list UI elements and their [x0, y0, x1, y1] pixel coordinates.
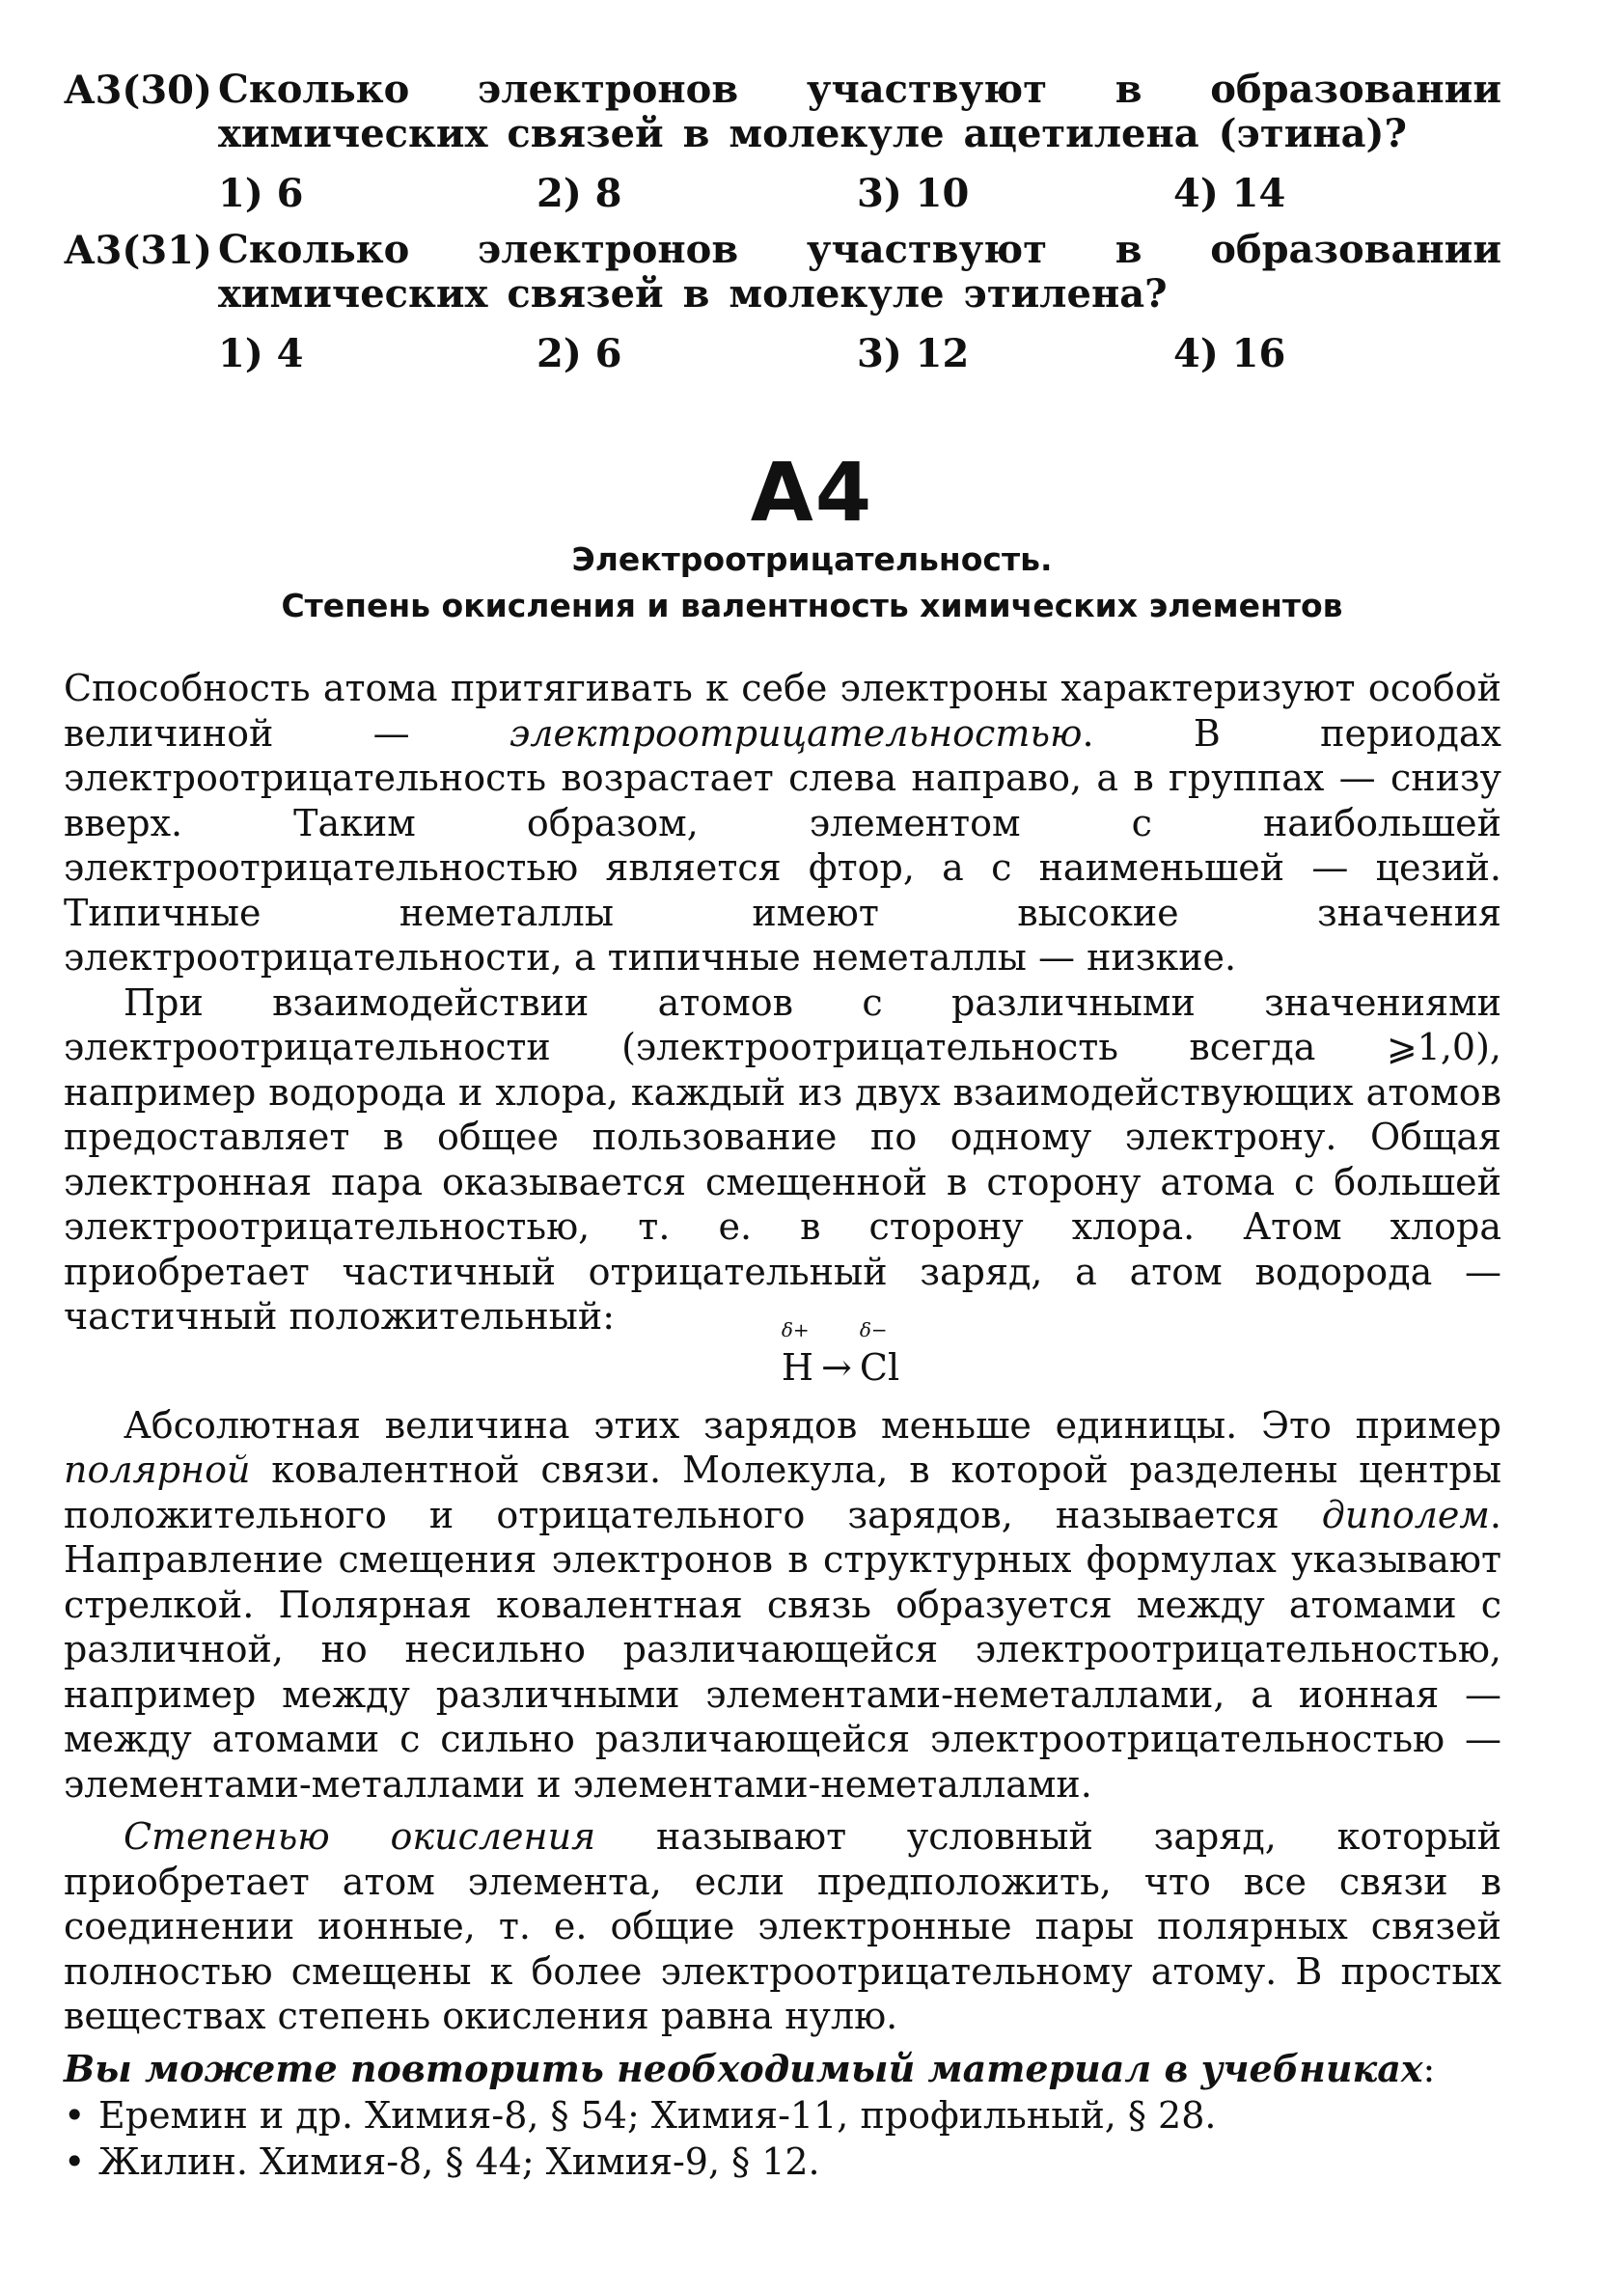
arrow-icon: →	[821, 1345, 852, 1389]
answer-option-4[interactable]: 4) 16	[1173, 331, 1286, 376]
term-oxidation-state: Степенью окисления	[124, 1815, 596, 1858]
paragraph-dipole	[64, 1403, 1501, 1808]
answer-option-4[interactable]: 4) 14	[1173, 171, 1286, 216]
answer-option-1[interactable]: 1) 4	[218, 331, 304, 376]
atom-cl	[859, 1317, 900, 1395]
references-lead-colon: :	[1422, 2048, 1436, 2090]
textbook-references	[64, 2046, 1501, 2185]
bullet-icon: •	[64, 2140, 86, 2183]
question-number: А3(31)	[64, 228, 212, 273]
question-a3-30	[64, 68, 1501, 218]
paragraph-electronegativity	[64, 666, 1501, 980]
answer-option-2[interactable]: 2) 6	[537, 331, 622, 376]
references-list	[64, 2092, 1501, 2185]
bullet-icon: •	[64, 2094, 86, 2137]
text-run: . Направление смещения электронов в структурных формулах указывают стрелкой. Полярная ковалентная связь образуется между атомами с различной, но несильно различающейся электроотрицательностью, например между различными элементами-неметаллами, а ионная — между атомами с сильно различающейся электроотрицательностью — элементами-металлами и элементами-неметаллами.	[64, 1493, 1501, 1806]
question-text: Сколько электронов участвуют в образовании химических связей в молекуле этилена?	[218, 227, 1501, 317]
section-subtitle-line2: Степень окисления и валентность химических элементов	[281, 587, 1343, 624]
atom-h	[781, 1317, 814, 1395]
theory-body	[64, 666, 1501, 2039]
answer-options	[64, 330, 1501, 378]
answer-option-1[interactable]: 1) 6	[218, 171, 304, 216]
term-dipole: диполем	[1321, 1493, 1490, 1536]
text-run: Абсолютная величина этих зарядов меньше единицы. Это пример	[124, 1403, 1501, 1447]
answer-option-2[interactable]: 2) 8	[537, 171, 622, 216]
reference-text: Жилин. Химия-8, § 44; Химия-9, § 12.	[98, 2140, 820, 2183]
paragraph-polar-bond	[64, 980, 1501, 1339]
text-run: Способность атома притягивать к себе электроны характеризуют особой величиной —	[64, 667, 1501, 755]
answer-option-3[interactable]: 3) 10	[857, 171, 970, 216]
reference-text: Еремин и др. Химия-8, § 54; Химия-11, профильный, § 28.	[98, 2094, 1217, 2137]
section-subtitle-line1: Электроотрицательность.	[571, 540, 1053, 578]
references-lead	[64, 2046, 1501, 2092]
paragraph-oxidation-state	[64, 1814, 1501, 2039]
list-item	[64, 2092, 1501, 2139]
formula-hcl-polarity	[64, 1317, 1501, 1403]
answer-options	[64, 170, 1501, 218]
text-run: При взаимодействии атомов с различными значениями электроотрицательности (электроотрицательность всегда ⩾1,0), например водорода и хлора, каждый из двух взаимодействующих атомов предоставляет в общее пользование по одному электрону. Общая электронная пара оказывается смещенной в сторону атома с большей электроотрицательностью, т. е. в сторону хлора. Атом хлора приобретает частичный отрицательный заряд, а атом водорода — частичный положительный:	[64, 980, 1501, 1338]
term-polar: полярной	[64, 1449, 251, 1491]
term-electronegativity: электроотрицательностью	[509, 711, 1083, 755]
section-title: А4	[750, 445, 874, 539]
atom-cl-symbol: Cl	[859, 1345, 900, 1389]
text-run: . В периодах электроотрицательность возрастает слева направо, а в группах — снизу вверх. Таким образом, элементом с наибольшей электроотрицательностью является фтор, а с наименьшей — цезий. Типичные неметаллы имеют высокие значения электроотрицательности, а типичные неметаллы — низкие.	[64, 711, 1501, 979]
question-text: Сколько электронов участвуют в образовании химических связей в молекуле ацетилена (этина)?	[218, 67, 1501, 156]
list-item	[64, 2139, 1501, 2185]
references-lead-text: Вы можете повторить необходимый материал в учебниках	[64, 2047, 1423, 2090]
text-run: называют условный заряд, который приобретает атом элемента, если предположить, что все связи в соединении ионные, т. е. общие электронные пары полярных связей полностью смещены к более электроотрицательному атому. В простых веществах степень окисления равна нулю.	[64, 1815, 1502, 2037]
partial-negative-charge: δ−	[859, 1317, 888, 1341]
question-number: А3(30)	[64, 68, 212, 113]
atom-h-symbol: H	[781, 1345, 814, 1389]
question-a3-31	[64, 228, 1501, 378]
answer-option-3[interactable]: 3) 12	[857, 331, 970, 376]
partial-positive-charge: δ+	[781, 1317, 810, 1341]
text-run: ковалентной связи. Молекула, в которой разделены центры положительного и отрицательного зарядов, называется	[64, 1449, 1501, 1536]
